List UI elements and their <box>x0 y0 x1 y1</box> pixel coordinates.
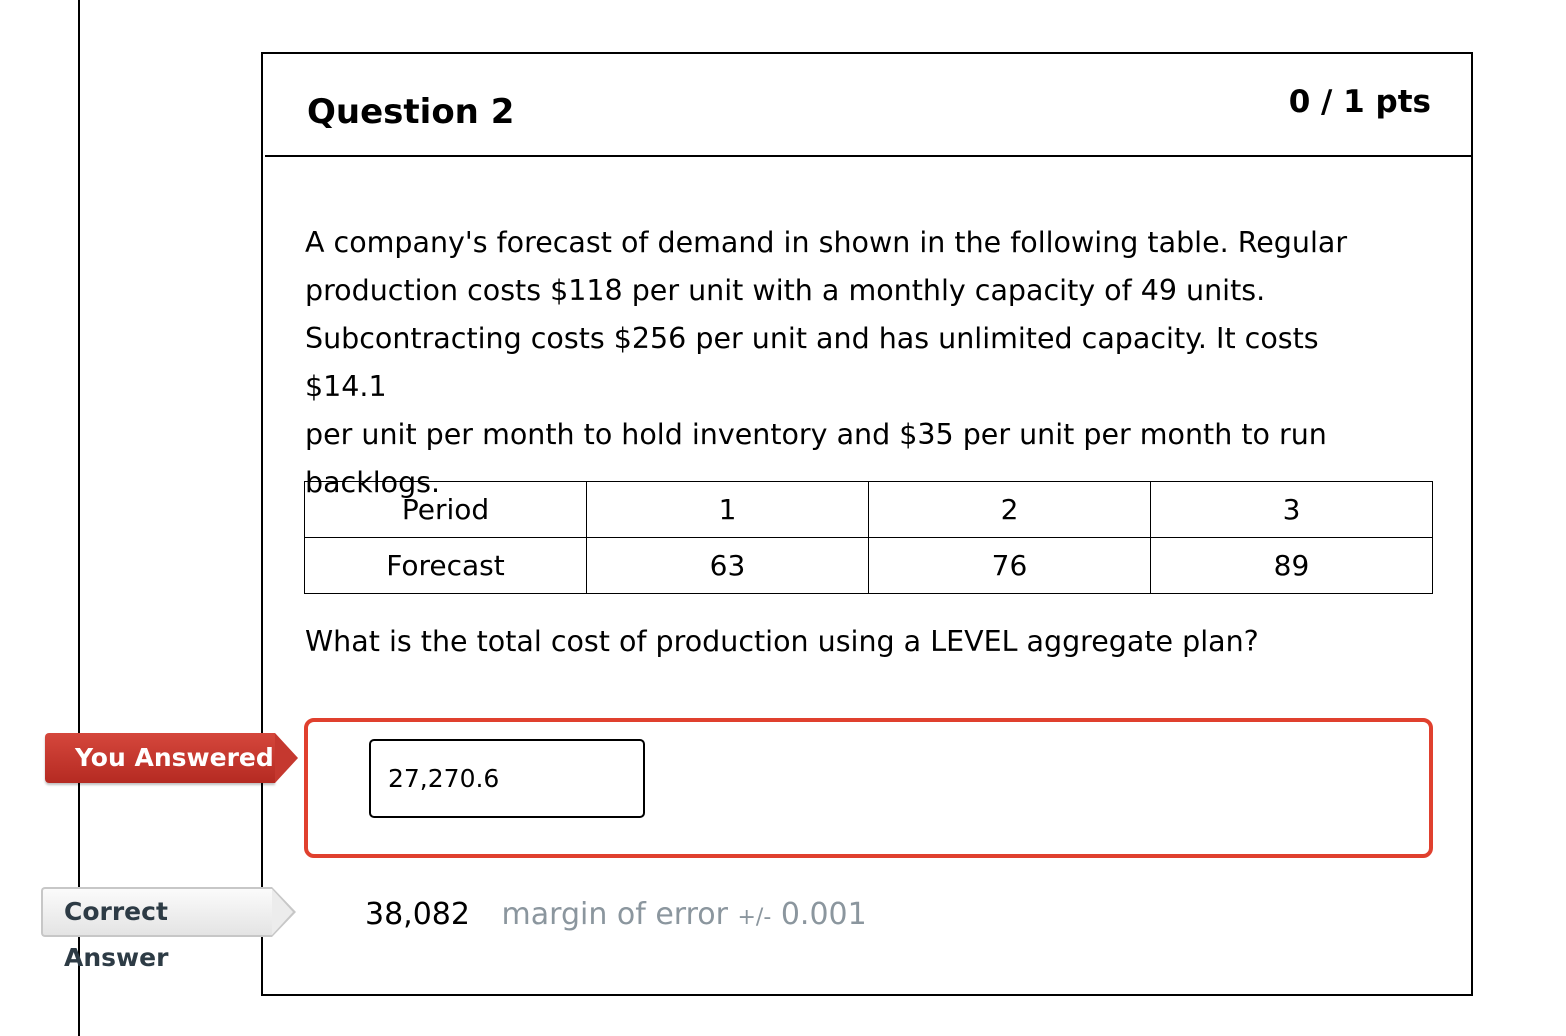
question-text-line: backlogs. <box>305 466 441 499</box>
question-text-line: A company's forecast of demand in shown in the following table. Regular <box>305 226 1348 259</box>
correct-answer-value: 38,082 <box>365 897 470 932</box>
left-divider <box>78 0 80 1036</box>
table-header-cell: 3 <box>1151 482 1433 538</box>
margin-plus-minus: +/- <box>737 905 772 930</box>
table-cell: 89 <box>1151 538 1433 594</box>
table-cell: 76 <box>869 538 1151 594</box>
table-cell: Forecast <box>305 538 587 594</box>
question-points: 0 / 1 pts <box>1288 84 1431 120</box>
question-text <box>305 219 1405 507</box>
question-title: Question 2 <box>307 92 515 132</box>
you-answered-flag: You Answered <box>45 733 275 783</box>
correct-answer-row <box>365 897 867 932</box>
correct-answer-flag <box>41 887 272 972</box>
question-card <box>261 52 1473 996</box>
table-header-cell: 2 <box>869 482 1151 538</box>
table-row <box>305 538 1433 594</box>
question-prompt: What is the total cost of production using a LEVEL aggregate plan? <box>305 625 1259 658</box>
table-header-cell: Period <box>305 482 587 538</box>
correct-answer-flag-label: Correct Answer <box>64 897 169 972</box>
question-header <box>265 56 1471 157</box>
table-header-cell: 1 <box>587 482 869 538</box>
table-row <box>305 482 1433 538</box>
margin-of-error-label: margin of error <box>501 897 728 932</box>
question-text-line: production costs $118 per unit with a monthly capacity of 49 units. <box>305 274 1266 307</box>
forecast-table <box>304 481 1433 594</box>
question-text-line: per unit per month to hold inventory and $35 per unit per month to run <box>305 418 1327 451</box>
question-text-line: Subcontracting costs $256 per unit and has unlimited capacity. It costs $14.1 <box>305 322 1319 403</box>
table-cell: 63 <box>587 538 869 594</box>
answer-input[interactable]: 27,270.6 <box>369 739 645 818</box>
incorrect-answer-box <box>304 718 1433 858</box>
margin-of-error-value: 0.001 <box>780 897 867 932</box>
